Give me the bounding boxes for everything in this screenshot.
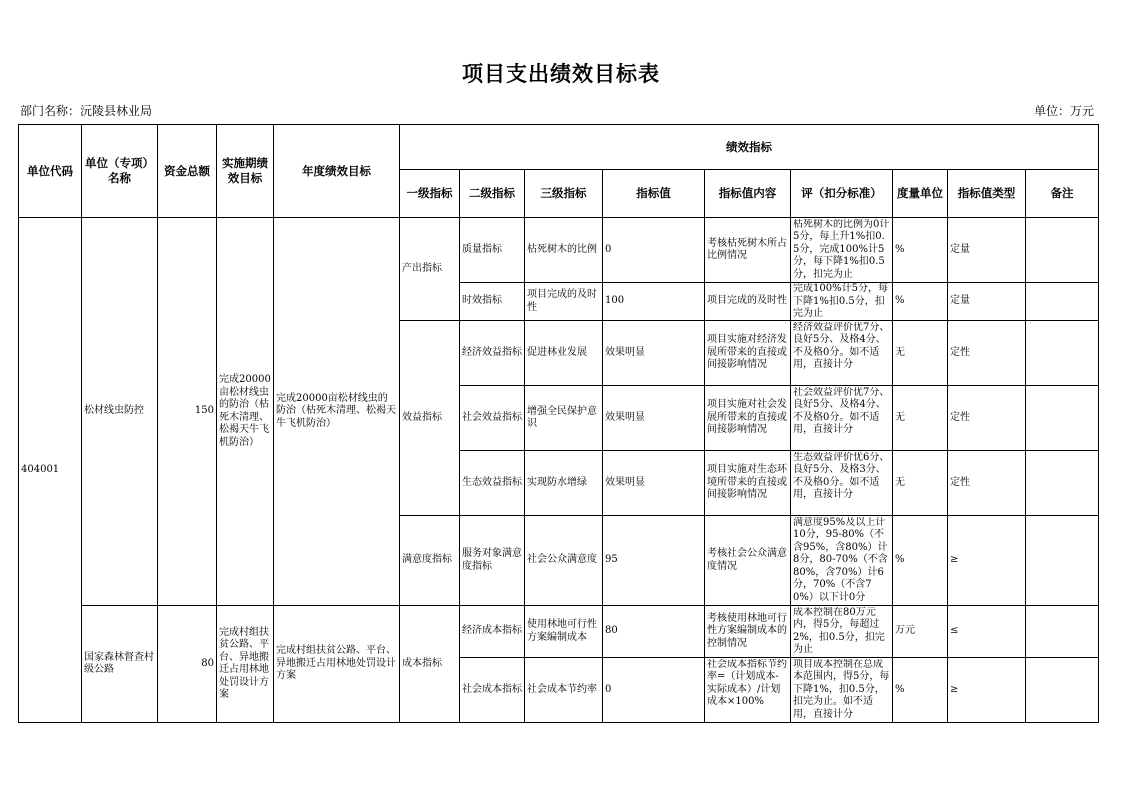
- type-cell: 定量: [948, 283, 1026, 321]
- score-cell: 生态效益评价优6分、良好5分、及格3分、不及格0分。如不适用，直接计分: [793, 451, 890, 500]
- table-row: [19, 218, 1099, 283]
- level2-cell: 社会效益指标: [460, 386, 525, 451]
- type-cell: 定性: [948, 451, 1026, 516]
- header-performance: 绩效指标: [400, 125, 1099, 170]
- department-name: 部门名称：沅陵县林业局: [20, 104, 153, 118]
- level3-cell: 使用林地可行性方案编制成本: [525, 606, 603, 658]
- remark-cell: [1026, 283, 1099, 321]
- measure-cell: %: [893, 218, 948, 283]
- level3-cell: 增强全民保护意识: [525, 386, 603, 451]
- type-cell: ≥: [948, 658, 1026, 723]
- content-cell: 考核使用林地可行性方案编制成本的控制情况: [705, 606, 791, 658]
- annual-goal: 完成村组扶贫公路、平台、异地搬迁占用林地处罚设计方案: [274, 606, 400, 723]
- level1-cell: 效益指标: [400, 321, 460, 516]
- value-cell: 95: [603, 516, 705, 606]
- content-cell: 项目实施对社会发展所带来的直接或间接影响情况: [705, 386, 791, 451]
- remark-cell: [1026, 516, 1099, 606]
- content-cell: 社会成本指标节约率=（计划成本-实际成本）/计划成本×100%: [707, 658, 787, 707]
- header-unit-code: 单位代码: [19, 125, 82, 218]
- header-annual-goal: 年度绩效目标: [274, 125, 400, 218]
- header-level2: 二级指标: [460, 170, 525, 218]
- level1-cell: 满意度指标: [400, 516, 460, 606]
- level3-cell: 促进林业发展: [525, 321, 603, 386]
- level2-cell: 服务对象满意度指标: [460, 516, 525, 606]
- score-cell: 社会效益评价优7分、良好5分、及格4分、不及格0分。如不适用，直接计分: [793, 386, 890, 435]
- level2-cell: 时效指标: [460, 283, 525, 321]
- header-type: 指标值类型: [948, 170, 1026, 218]
- header-measure: 度量单位: [893, 170, 948, 218]
- level3-cell: 社会成本节约率: [525, 658, 603, 723]
- level2-cell: 生态效益指标: [460, 451, 525, 516]
- value-cell: 100: [603, 283, 705, 321]
- level3-cell: 项目完成的及时性: [525, 283, 603, 321]
- project-funds: 80: [158, 606, 217, 723]
- remark-cell: [1026, 451, 1099, 516]
- level3-cell: 枯死树木的比例: [525, 218, 603, 283]
- score-cell: 满意度95%及以上计10分，95-80%（不含95%，含80%）计8分，80-70%（不含80%，含70%）计6分，70%（不含70%）以下计0分: [793, 516, 888, 603]
- score-cell: 成本控制在80万元内，得5分，每超过2%，扣0.5分，扣完为止: [793, 606, 885, 655]
- level2-cell: 经济效益指标: [460, 321, 525, 386]
- remark-cell: [1026, 606, 1099, 658]
- header-level1: 一级指标: [400, 170, 460, 218]
- table-row: [19, 606, 1099, 658]
- header-value: 指标值: [603, 170, 705, 218]
- type-cell: 定量: [948, 218, 1026, 283]
- level3-cell: 实现防水增绿: [525, 451, 603, 516]
- remark-cell: [1026, 386, 1099, 451]
- content-cell: 项目完成的及时性: [705, 283, 791, 321]
- header-remark: 备注: [1026, 170, 1099, 218]
- project-name: 国家森林督查村级公路: [82, 606, 158, 723]
- value-cell: 效果明显: [603, 451, 705, 516]
- value-cell: 0: [603, 218, 705, 283]
- score-cell: 枯死树木的比例为0计5分，每上升1%扣0.5分，完成100%计5分，每下降1%扣0.5分，扣完为止: [793, 218, 890, 280]
- type-cell: ≥: [948, 516, 1026, 606]
- project-name: 松材线虫防控: [82, 218, 158, 606]
- measure-cell: %: [893, 516, 948, 606]
- value-cell: 80: [603, 606, 705, 658]
- level2-cell: 社会成本指标: [460, 658, 525, 723]
- currency-unit: 单位：万元: [1033, 104, 1094, 118]
- level2-cell: 经济成本指标: [460, 606, 525, 658]
- score-cell: 项目成本控制在总成本范围内，得5分，每下降1%，扣0.5分，扣完为止。如不适用，直接计分: [793, 658, 890, 720]
- type-cell: 定性: [948, 386, 1026, 451]
- unit-code: 404001: [19, 218, 82, 723]
- content-cell: 项目实施对生态环境所带来的直接或间接影响情况: [705, 451, 791, 516]
- content-cell: 考核枯死树木所占比例情况: [705, 218, 791, 283]
- value-cell: 效果明显: [603, 386, 705, 451]
- header-content: 指标值内容: [705, 170, 791, 218]
- measure-cell: 无: [893, 386, 948, 451]
- type-cell: ≤: [948, 606, 1026, 658]
- remark-cell: [1026, 218, 1099, 283]
- measure-cell: 无: [893, 451, 948, 516]
- header-impl-goal: 实施期绩效目标: [217, 125, 274, 218]
- remark-cell: [1026, 658, 1099, 723]
- project-funds: 150: [158, 218, 217, 606]
- header-total-funds: 资金总额: [158, 125, 217, 218]
- score-cell: 完成100%计5分，每下降1%扣0.5分，扣完为止: [793, 283, 888, 319]
- impl-goal: 完成村组扶贫公路、平台、异地搬迁占用林地处罚设计方案: [217, 606, 274, 723]
- type-cell: 定性: [948, 321, 1026, 386]
- level2-cell: 质量指标: [460, 218, 525, 283]
- value-cell: 0: [603, 658, 705, 723]
- page-title: 项目支出绩效目标表: [462, 62, 660, 86]
- annual-goal: 完成20000亩松材线虫的防治（枯死木清理、松褐天牛飞机防治）: [274, 218, 400, 606]
- measure-cell: %: [893, 658, 948, 723]
- measure-cell: %: [893, 283, 948, 321]
- level3-cell: 社会公众满意度: [525, 516, 603, 606]
- header-unit-name: 单位（专项）名称: [82, 125, 158, 218]
- value-cell: 效果明显: [603, 321, 705, 386]
- score-cell: 经济效益评价优7分、良好5分、及格4分、不及格0分。如不适用，直接计分: [793, 321, 890, 370]
- content-cell: 考核社会公众满意度情况: [705, 516, 791, 606]
- level1-cell: 产出指标: [400, 218, 460, 321]
- impl-goal: 完成20000亩松材线虫的防治（枯死木清理、松褐天牛飞机防治）: [217, 218, 274, 606]
- measure-cell: 万元: [893, 606, 948, 658]
- level1-cell: 成本指标: [400, 606, 460, 723]
- content-cell: 项目实施对经济发展所带来的直接或间接影响情况: [705, 321, 791, 386]
- header-score: 评（扣分标准）: [791, 170, 893, 218]
- performance-table: [18, 124, 1099, 723]
- remark-cell: [1026, 321, 1099, 386]
- header-level3: 三级指标: [525, 170, 603, 218]
- measure-cell: 无: [893, 321, 948, 386]
